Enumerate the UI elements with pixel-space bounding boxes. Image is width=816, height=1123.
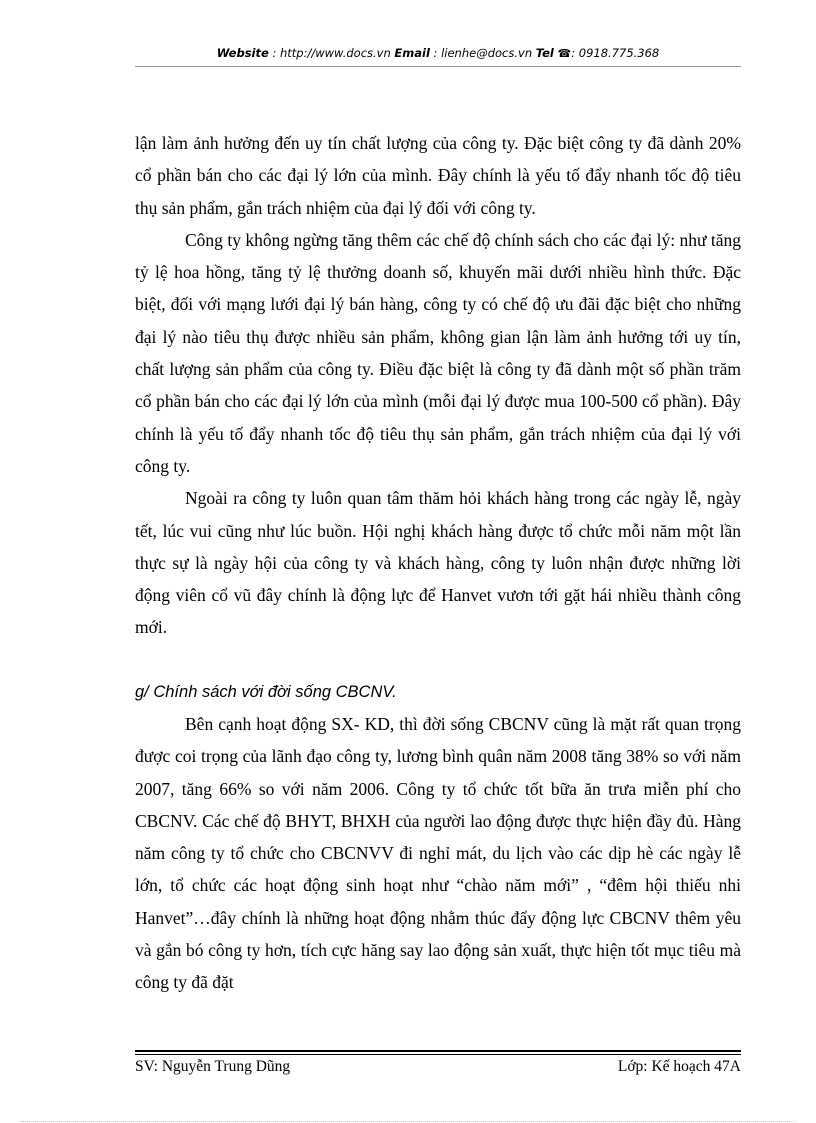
page-header (135, 46, 741, 60)
tel-number: : 0918.775.368 (571, 46, 660, 60)
tel-label: Tel (535, 46, 554, 60)
paragraph-3: Ngoài ra công ty luôn quan tâm thăm hỏi khách hàng trong các ngày lễ, ngày tết, lúc vui cũng như lúc buồn. Hội nghị khách hàng được tổ chức mỗi năm một lần thực sự là ngày hội của công ty và khách hàng, công ty luôn nhận được những lời động viên cổ vũ đây chính là động lực để Hanvet vươn tới gặt hái nhiều thành công mới. (135, 488, 741, 638)
website-label: Website (216, 46, 269, 60)
footer-student-name: SV: Nguyễn Trung Dũng (135, 1058, 291, 1075)
email-label: Email (394, 46, 430, 60)
footer-class: Lớp: Kế hoạch 47A (617, 1058, 741, 1075)
footer-divider-thin (135, 1054, 741, 1055)
phone-icon: ☎ (557, 47, 572, 60)
paragraph-1: lận làm ảnh hưởng đến uy tín chất lượng của công ty. Đặc biệt công ty đã dành 20% cổ phần bán cho các đại lý lớn của mình. Đây chính là yếu tố đẩy nhanh tốc độ tiêu thụ sản phẩm, gắn trách nhiệm của đại lý đối với công ty. (135, 133, 741, 218)
email-link[interactable]: : lienhe@docs.vn (429, 46, 536, 60)
footer-divider-thick (135, 1050, 741, 1052)
header-divider (135, 66, 741, 67)
section-heading: g/ Chính sách với đời sống CBCNV. (135, 683, 397, 701)
page-edge (20, 1121, 796, 1122)
section-body (135, 708, 741, 999)
paragraph-2: Công ty không ngừng tăng thêm các chế độ chính sách cho các đại lý: như tăng tỷ lệ hoa hồng, tăng tỷ lệ thưởng doanh số, khuyến mãi dưới nhiều hình thức. Đặc biệt, đối với mạng lưới đại lý bán hàng, công ty có chế độ ưu đãi đặc biệt cho những đại lý nào tiêu thụ được nhiều sản phẩm, không gian lận làm ảnh hưởng tới uy tín, chất lượng sản phẩm của công ty. Điều đặc biệt là công ty đã dành một số phần trăm cổ phần bán cho các đại lý lớn của mình (mỗi đại lý được mua 100-500 cổ phần). Đây chính là yếu tố đẩy nhanh tốc độ tiêu thụ sản phẩm, gắn trách nhiệm của đại lý với công ty. (135, 229, 741, 476)
section-paragraph: Bên cạnh hoạt động SX- KD, thì đời sống CBCNV cũng là mặt rất quan trọng được coi trọng của lãnh đạo công ty, lương bình quân năm 2008 tăng 38% so với năm 2007, tăng 66% so với năm 2006. Công ty tổ chức tốt bữa ăn trưa miễn phí cho CBCNV. Các chế độ BHYT, BHXH của người lao động được thực hiện đầy đủ. Hàng năm công ty tổ chức cho CBCNVV đi nghỉ mát, du lịch vào các dịp hè các ngày lễ lớn, tổ chức các hoạt động sinh hoạt như “chào năm mới” , “đêm hội thiếu nhi Hanvet”…đây chính là những hoạt động nhằm thúc đẩy động lực CBCNV thêm yêu và gắn bó công ty hơn, tích cực hăng say lao động sản xuất, thực hiện tốt mục tiêu mà công ty đã đặt (135, 714, 741, 993)
body-text (135, 127, 741, 644)
website-link[interactable]: : http://www.docs.vn (268, 46, 395, 60)
